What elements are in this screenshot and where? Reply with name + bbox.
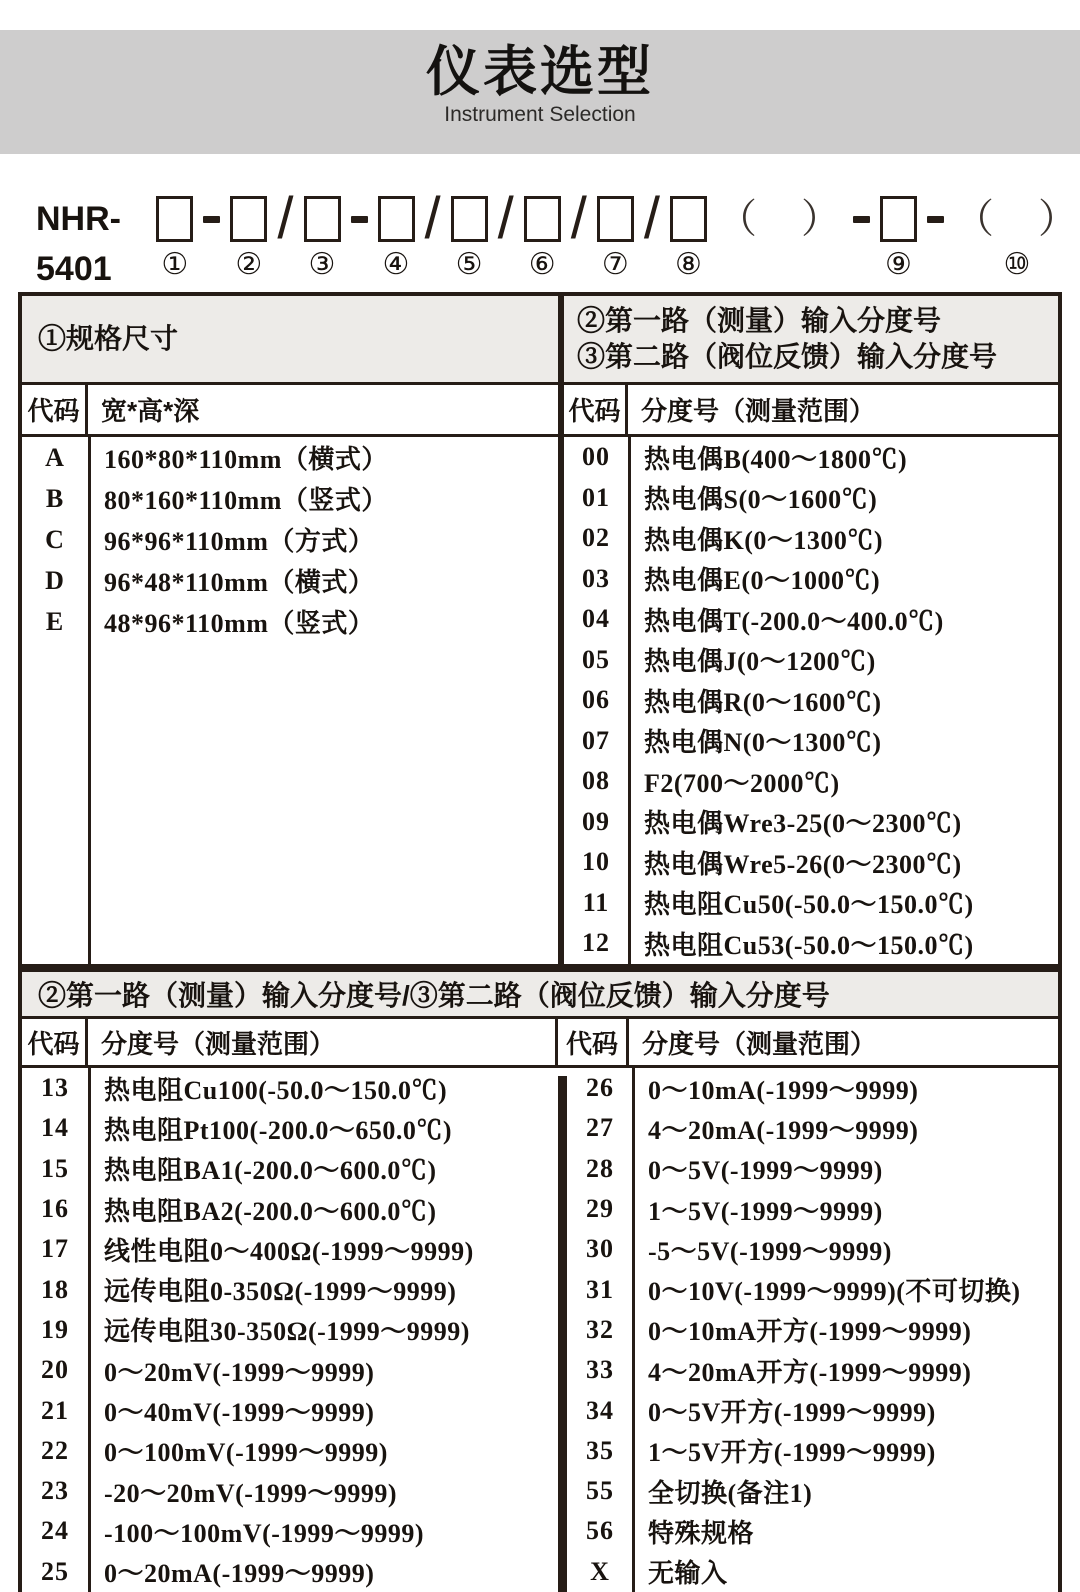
row-code: 29 <box>586 1194 614 1224</box>
circled-index: ⑨ <box>885 248 912 281</box>
row-description: 特殊规格 <box>648 1518 755 1548</box>
row-description: 远传电阻30-350Ω(-1999～9999) <box>104 1317 470 1347</box>
dash-separator <box>927 194 944 244</box>
page-subtitle: Instrument Selection <box>444 103 636 126</box>
table-row <box>568 1431 1058 1471</box>
row-code: B <box>45 483 65 513</box>
row-code: 07 <box>582 725 610 755</box>
model-code-box-slot <box>304 194 341 283</box>
code-column-header: 代码 <box>558 1019 629 1065</box>
table-row <box>564 640 1058 681</box>
paren-separator: （ ） <box>954 196 1080 241</box>
row-code: 14 <box>41 1113 69 1143</box>
row-code: C <box>45 524 65 554</box>
model-code-separator <box>643 186 660 283</box>
model-code-box-slot <box>451 194 488 283</box>
graduation-column-header: 分度号（测量范围） <box>641 396 876 426</box>
model-code-separator <box>570 186 587 283</box>
table-row <box>22 1511 558 1551</box>
row-code: A <box>45 442 65 472</box>
table-row <box>22 437 558 478</box>
table-row <box>22 1552 558 1592</box>
row-description: 0～10V(-1999～9999)(不可切换) <box>648 1277 1021 1307</box>
code-box <box>230 194 267 244</box>
dash-bar <box>351 216 368 223</box>
table-row <box>22 1229 558 1269</box>
table-row <box>568 1229 1058 1269</box>
row-code: X <box>590 1556 610 1586</box>
row-description: 热电阻BA1(-200.0～600.0℃) <box>104 1156 437 1186</box>
row-description: 4～20mA(-1999～9999) <box>648 1115 919 1145</box>
spec-size-header: ①规格尺寸 <box>22 296 558 382</box>
row-description: 80*160*110mm（竖式） <box>104 486 388 515</box>
row-description: 0～20mV(-1999～9999) <box>104 1357 375 1387</box>
row-code: 04 <box>582 604 610 634</box>
column-header-right <box>558 1019 1058 1065</box>
row-description: 160*80*110mm（横式） <box>104 445 388 474</box>
column-header-row <box>564 385 1058 434</box>
row-code: 35 <box>586 1435 614 1465</box>
table-row <box>564 721 1058 762</box>
dash-bar <box>203 216 220 223</box>
graduation-code-rows-left <box>22 1068 558 1592</box>
row-description: 热电阻Cu100(-50.0～150.0℃) <box>104 1075 448 1105</box>
circled-index: ⑤ <box>455 248 483 281</box>
table-row <box>22 560 558 601</box>
row-code: 27 <box>586 1113 614 1143</box>
table-row <box>568 1350 1058 1390</box>
code-box-square <box>230 196 267 242</box>
row-code: 22 <box>41 1435 69 1465</box>
code-box <box>670 194 707 244</box>
row-description: 线性电阻0～400Ω(-1999～9999) <box>104 1236 474 1266</box>
row-code: 26 <box>586 1073 614 1103</box>
table-row <box>568 1552 1058 1592</box>
row-description: F2(700～2000℃) <box>644 768 840 798</box>
row-code: 15 <box>41 1153 69 1183</box>
row-description: 4～20mA开方(-1999～9999) <box>648 1357 972 1387</box>
graduation-code-rows-area <box>22 1068 1058 1592</box>
paren-separator: （ ） <box>717 196 843 241</box>
row-code: 30 <box>586 1234 614 1264</box>
row-code: 00 <box>582 442 610 472</box>
title-band <box>0 30 1080 154</box>
row-description: 热电偶T(-200.0～400.0℃) <box>644 606 944 636</box>
table-row <box>22 601 558 642</box>
code-box <box>156 194 193 244</box>
row-description: 1～5V(-1999～9999) <box>648 1196 883 1226</box>
row-description: 0～10mA开方(-1999～9999) <box>648 1317 972 1347</box>
code-box <box>524 194 561 244</box>
slash-separator: / <box>643 186 660 251</box>
row-description: 0～5V(-1999～9999) <box>648 1156 883 1186</box>
row-description: 0～40mV(-1999～9999) <box>104 1398 375 1428</box>
table-row <box>568 1390 1058 1430</box>
input-graduation-header-line1: ②第一路（测量）输入分度号 <box>577 305 942 336</box>
table-row <box>564 802 1058 843</box>
model-code-box-slot <box>524 194 561 283</box>
row-code: 09 <box>582 806 610 836</box>
spec-and-input-table <box>18 292 1062 968</box>
graduation-table-continued <box>18 968 1062 1592</box>
row-description: 无输入 <box>648 1559 728 1589</box>
row-code: 25 <box>41 1556 69 1586</box>
row-code: 05 <box>582 644 610 674</box>
ordering-code-segments <box>156 186 1080 283</box>
model-code-box-slot <box>230 194 267 283</box>
row-description: 热电偶J(0～1200℃) <box>644 647 876 677</box>
input-graduation-header <box>564 296 1058 382</box>
table-row <box>568 1471 1058 1511</box>
row-description: 48*96*110mm（竖式） <box>104 609 375 638</box>
column-header-left <box>22 1019 558 1065</box>
dash-bar <box>853 216 870 223</box>
circled-index: ⑦ <box>601 248 629 281</box>
table-row <box>568 1108 1058 1148</box>
table-row <box>564 680 1058 721</box>
table-row <box>564 923 1058 964</box>
table-row <box>564 761 1058 802</box>
table-row <box>22 1431 558 1471</box>
table-row <box>22 1108 558 1148</box>
code-box-square <box>880 196 917 242</box>
graduation-code-rows-right <box>568 1068 1058 1592</box>
model-code-box-slot <box>670 194 707 283</box>
table-row <box>22 1068 558 1108</box>
row-description: 热电阻Cu53(-50.0～150.0℃) <box>644 930 974 960</box>
row-code: 12 <box>582 928 610 958</box>
row-code: 56 <box>586 1516 614 1546</box>
circled-index: ⑧ <box>675 248 702 281</box>
code-box <box>597 194 634 244</box>
code-box <box>378 194 415 244</box>
table-row <box>568 1310 1058 1350</box>
row-code: 17 <box>41 1234 69 1264</box>
row-code: 55 <box>586 1476 614 1506</box>
row-code: 23 <box>41 1476 69 1506</box>
row-code: 13 <box>41 1073 69 1103</box>
ordering-code-row <box>36 186 1080 294</box>
code-column-header: 代码 <box>22 385 88 434</box>
dash-separator <box>853 194 870 244</box>
slash-separator: / <box>497 186 514 251</box>
row-code: 33 <box>586 1355 614 1385</box>
code-box-square <box>670 196 707 242</box>
model-code-box-slot <box>880 194 917 283</box>
row-code: 21 <box>41 1395 69 1425</box>
row-description: 96*96*110mm（方式） <box>104 527 375 556</box>
circled-index: ⑥ <box>528 248 556 281</box>
column-header-row <box>22 1019 1058 1068</box>
model-code-prefix: NHR-5401 <box>36 200 121 288</box>
graduation-column-header: 分度号（测量范围） <box>642 1028 877 1059</box>
row-description: 0～5V开方(-1999～9999) <box>648 1398 936 1428</box>
size-column-header: 宽*高*深 <box>101 396 200 426</box>
circled-index: ① <box>161 248 189 281</box>
model-code-box-slot <box>378 194 415 283</box>
code-column-header: 代码 <box>564 385 628 434</box>
table-row <box>568 1189 1058 1229</box>
row-description: 热电偶Wre5-26(0～2300℃) <box>644 849 962 879</box>
code-box-square <box>524 196 561 242</box>
row-description: 热电偶E(0～1000℃) <box>644 566 881 596</box>
model-code-separator <box>717 194 843 283</box>
slash-separator: / <box>424 186 441 251</box>
row-code: 20 <box>41 1355 69 1385</box>
code-box-square <box>597 196 634 242</box>
table-row <box>22 1310 558 1350</box>
table-row <box>22 1189 558 1229</box>
dash-separator <box>203 194 220 244</box>
circled-index: ④ <box>382 248 410 281</box>
row-description: 全切换(备注1) <box>648 1478 813 1508</box>
table-row <box>22 1390 558 1430</box>
table-row <box>568 1149 1058 1189</box>
row-description: 热电偶K(0～1300℃) <box>644 525 884 555</box>
code-box-square <box>304 196 341 242</box>
code-box <box>880 194 917 244</box>
model-code-box-slot <box>597 194 634 283</box>
dash-bar <box>927 216 944 223</box>
circled-index: ⑩ <box>1003 248 1031 281</box>
row-code: 01 <box>582 482 610 512</box>
model-code-separator <box>853 194 870 283</box>
table-row <box>22 478 558 519</box>
code-box-square <box>451 196 488 242</box>
row-code: D <box>45 565 65 595</box>
table-row <box>564 518 1058 559</box>
row-description: 0～10mA(-1999～9999) <box>648 1075 919 1105</box>
graduation-column-header: 分度号（测量范围） <box>101 1028 336 1059</box>
row-code: 08 <box>582 766 610 796</box>
table-row <box>22 1269 558 1309</box>
table-row <box>22 1471 558 1511</box>
circled-index: ③ <box>308 248 336 281</box>
row-description: 热电阻BA2(-200.0～600.0℃) <box>104 1196 437 1226</box>
code-box-square <box>378 196 415 242</box>
row-code: 16 <box>41 1194 69 1224</box>
row-description: 远传电阻0-350Ω(-1999～9999) <box>104 1277 457 1307</box>
row-code: 03 <box>582 563 610 593</box>
row-description: 热电阻Pt100(-200.0～650.0℃) <box>104 1115 453 1145</box>
row-description: -100～100mV(-1999～9999) <box>104 1518 425 1548</box>
circled-index: ② <box>235 248 263 281</box>
slash-separator: / <box>277 186 294 251</box>
row-code: 06 <box>582 685 610 715</box>
table-divider <box>558 1076 567 1592</box>
table-row <box>564 842 1058 883</box>
table-row <box>568 1511 1058 1551</box>
model-code-separator <box>351 194 368 283</box>
row-description: -20～20mV(-1999～9999) <box>104 1478 398 1508</box>
row-description: 热电偶S(0～1600℃) <box>644 485 878 515</box>
row-description: 0～20mA(-1999～9999) <box>104 1559 375 1589</box>
row-code: 31 <box>586 1274 614 1304</box>
table-row <box>568 1269 1058 1309</box>
row-description: 热电偶N(0～1300℃) <box>644 728 882 758</box>
model-code-separator <box>203 194 220 283</box>
model-code-box-slot <box>156 194 193 283</box>
page-title: 仪表选型 <box>426 42 654 102</box>
row-code: 18 <box>41 1274 69 1304</box>
row-description: 0～100mV(-1999～9999) <box>104 1438 388 1468</box>
table-row <box>568 1068 1058 1108</box>
table-row <box>564 559 1058 600</box>
table-row <box>22 1149 558 1189</box>
table-row <box>564 599 1058 640</box>
row-code: 10 <box>582 847 610 877</box>
row-code: 24 <box>41 1516 69 1546</box>
row-description: 热电阻Cu50(-50.0～150.0℃) <box>644 890 974 920</box>
model-code-separator <box>277 186 294 283</box>
row-description: 热电偶Wre3-25(0～2300℃) <box>644 809 962 839</box>
row-description: -5～5V(-1999～9999) <box>648 1236 892 1266</box>
table-row <box>22 1350 558 1390</box>
row-code: 32 <box>586 1314 614 1344</box>
column-header-row <box>22 385 558 434</box>
model-code-separator <box>424 186 441 283</box>
code-box-square <box>156 196 193 242</box>
row-description: 热电偶B(400～1800℃) <box>644 444 908 474</box>
row-description: 96*48*110mm（横式） <box>104 568 375 597</box>
row-code: 28 <box>586 1153 614 1183</box>
model-code-separator <box>954 194 1080 283</box>
table-row <box>564 883 1058 924</box>
row-code: 11 <box>582 887 610 917</box>
slash-separator: / <box>570 186 587 251</box>
model-code-separator <box>497 186 514 283</box>
input-graduation-header-line2: ③第二路（阀位反馈）输入分度号 <box>577 341 998 372</box>
table-row <box>22 519 558 560</box>
row-description: 1～5V开方(-1999～9999) <box>648 1438 936 1468</box>
table-row <box>564 478 1058 519</box>
model-code-separator <box>927 194 944 283</box>
row-code: 34 <box>586 1395 614 1425</box>
code-box <box>451 194 488 244</box>
row-code: 19 <box>41 1314 69 1344</box>
row-code: 02 <box>582 523 610 553</box>
row-code: E <box>45 606 65 636</box>
table-row <box>564 437 1058 478</box>
dash-separator <box>351 194 368 244</box>
section-bar: ②第一路（测量）输入分度号/③第二路（阀位反馈）输入分度号 <box>22 972 1058 1019</box>
row-description: 热电偶R(0～1600℃) <box>644 687 882 717</box>
code-column-header: 代码 <box>22 1019 88 1065</box>
graduation-code-rows <box>564 437 1058 964</box>
size-code-rows <box>22 437 558 964</box>
code-box <box>304 194 341 244</box>
